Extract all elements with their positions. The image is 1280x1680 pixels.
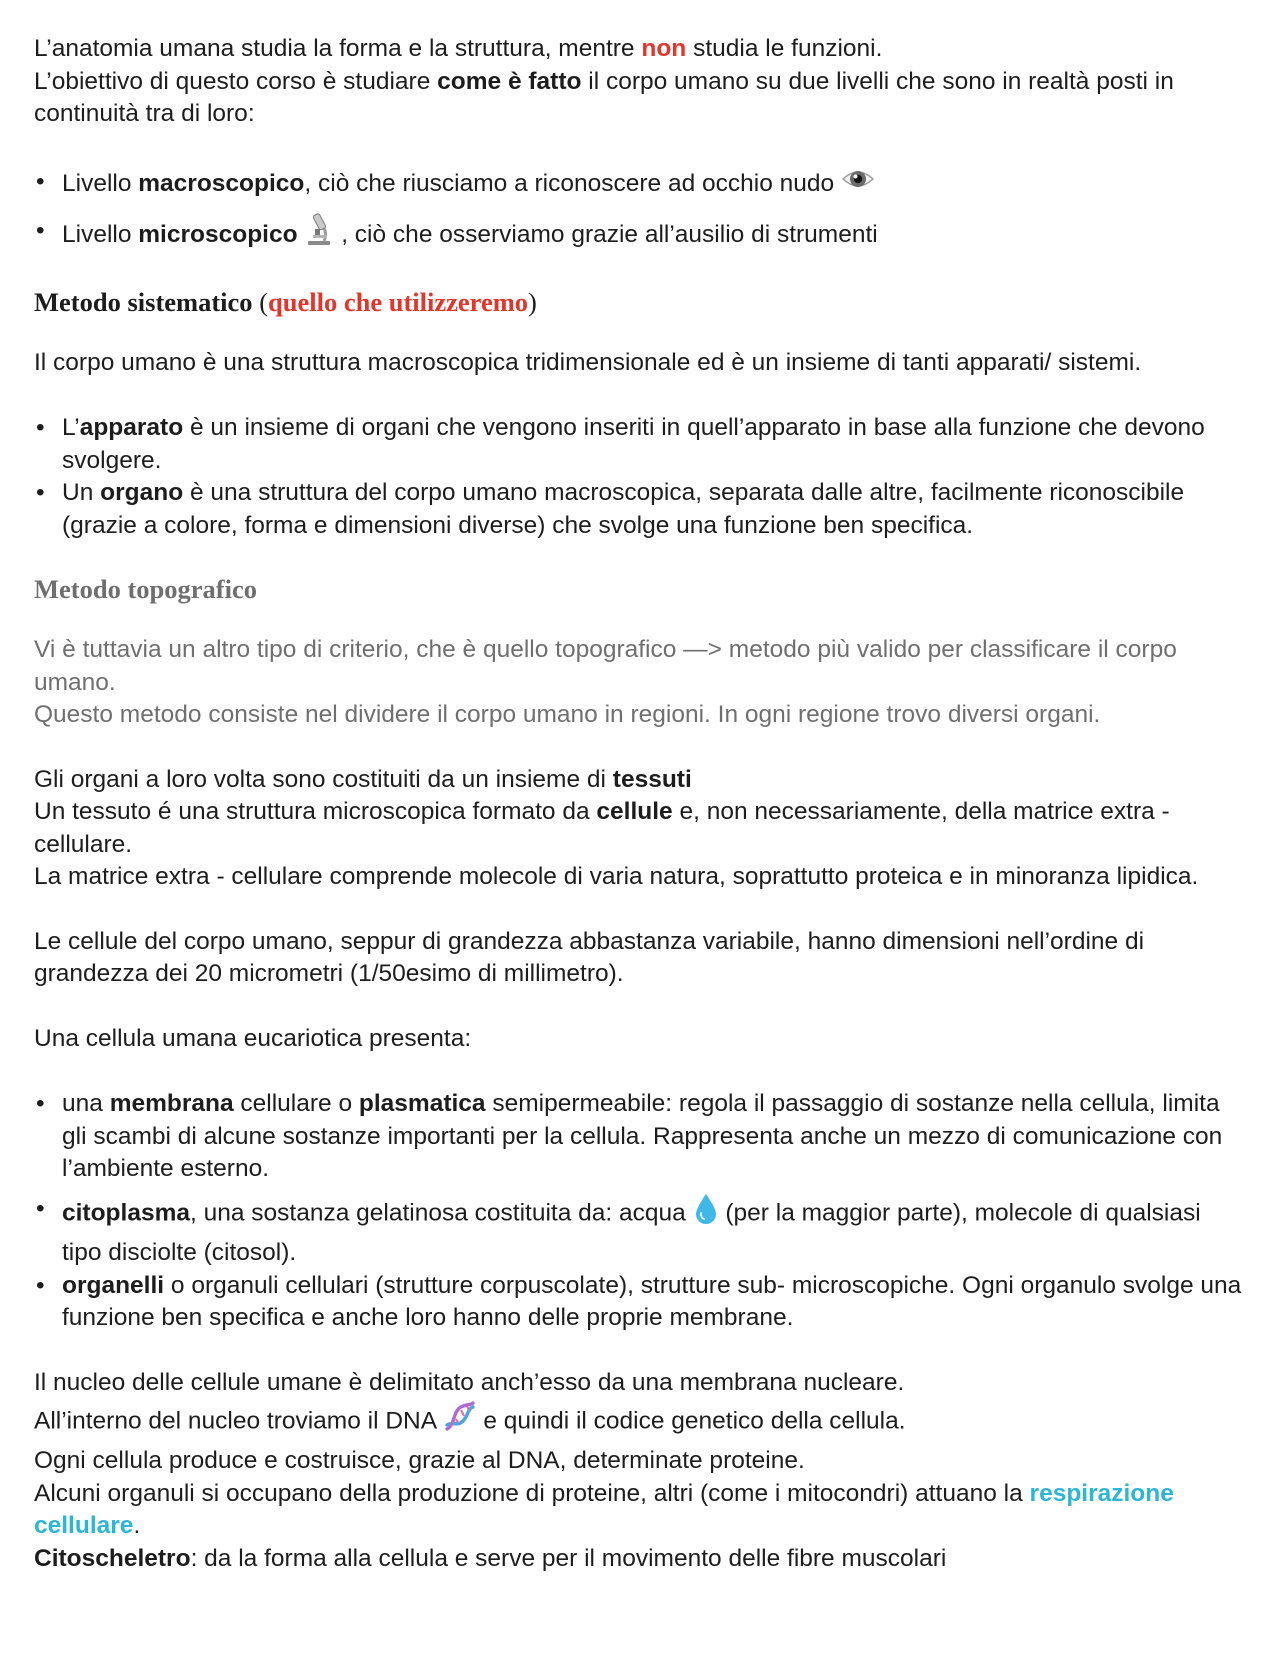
intro-line-2: L’obiettivo di questo corso è studiare come è fatto il corpo umano su due livelli che sono in realtà posti in continuità tra di loro: xyxy=(34,67,1174,127)
list-item-organelli: • organelli o organuli cellulari (strutture corpuscolate), strutture sub- microscopiche. Ogni organulo svolge una funzione ben specifica e anche loro hanno delle proprie membrane. xyxy=(34,1270,1246,1335)
list-item-microscopic: • Livello microscopico , ciò che osserviamo grazie all’ausilio di strumenti xyxy=(34,211,1246,260)
paragraph-citoscheletro: Citoscheletro: da la forma alla cellula e serve per il movimento delle fibre muscolari xyxy=(34,1544,947,1572)
microscope-icon xyxy=(304,211,334,260)
paragraph-dna: All’interno del nucleo troviamo il DNA e quindi il codice genetico della cellula. xyxy=(34,1399,1246,1445)
list-item-apparato: • L’apparato è un insieme di organi che vengono inseriti in quell’apparato in base alla funzione che devono svolgere. xyxy=(34,412,1246,477)
paragraph-tessuti: Gli organi a loro volta sono costituiti da un insieme di tessuti xyxy=(34,765,692,793)
paragraph-regioni: Questo metodo consiste nel dividere il corpo umano in regioni. In ogni regione trovo diversi organi. xyxy=(34,701,1101,728)
eye-icon xyxy=(841,164,875,205)
intro-line-1: L’anatomia umana studia la forma e la struttura, mentre non studia le funzioni. xyxy=(34,35,883,62)
dna-icon xyxy=(443,1399,477,1445)
paragraph-topografico: Vi è tuttavia un altro tipo di criterio, che è quello topografico —> metodo più valido per classificare il corpo umano. xyxy=(34,636,1177,696)
paragraph-cellula-eucariotica: Una cellula umana eucariotica presenta: xyxy=(34,1024,472,1052)
paragraph-matrice: La matrice extra - cellulare comprende molecole di varia natura, soprattutto proteica e in minoranza lipidica. xyxy=(34,863,1199,890)
heading-metodo-topografico: Metodo topografico xyxy=(34,574,257,604)
paragraph-tessuto-def: Un tessuto é una struttura microscopica formato da cellule e, non necessariamente, della matrice extra - cellulare. xyxy=(34,798,1170,858)
list-item-membrana: • una membrana cellulare o plasmatica semipermeabile: regola il passaggio di sostanze nella cellula, limita gli scambi di alcune sostanze importanti per la cellula. Rappresenta anche un mezzo di comunicazione con l’ambiente esterno. xyxy=(34,1088,1246,1192)
paragraph-nucleo: Il nucleo delle cellule umane è delimitato anch’esso da una membrana nucleare. xyxy=(34,1368,905,1396)
water-drop-icon xyxy=(693,1192,719,1236)
list-item-macroscopic: • Livello macroscopico, ciò che riusciamo a riconoscere ad occhio nudo xyxy=(34,164,1246,211)
list-item-citoplasma: • citoplasma, una sostanza gelatinosa costituita da: acqua (per la maggior parte), molecole di qualsiasi tipo disciolte (citosol). xyxy=(34,1192,1246,1270)
heading-metodo-sistematico: Metodo sistematico (quello che utilizzeremo) xyxy=(34,286,537,317)
list-item-organo: • Un organo è una struttura del corpo umano macroscopica, separata dalle altre, facilmente riconoscibile (grazie a colore, forma e dimensioni diverse) che svolge una funzione ben specifica. xyxy=(34,477,1246,542)
emphasis-respirazione-cellulare: respirazione cellulare xyxy=(34,1479,1174,1539)
cell-components-list xyxy=(34,1088,1246,1335)
emphasis-non: non xyxy=(641,35,687,62)
definitions-list xyxy=(34,412,1246,542)
paragraph-corpo-umano: Il corpo umano è una struttura macroscopica tridimensionale ed è un insieme di tanti apparati/ sistemi. xyxy=(34,348,1142,376)
levels-list xyxy=(34,164,1246,260)
paragraph-organuli: Alcuni organuli si occupano della produzione di proteine, altri (come i mitocondri) attuano la respirazione cellulare. xyxy=(34,1479,1174,1539)
paragraph-proteine: Ogni cellula produce e costruisce, grazie al DNA, determinate proteine. xyxy=(34,1447,805,1474)
paragraph-cellule-dimensioni: Le cellule del corpo umano, seppur di grandezza abbastanza variabile, hanno dimensioni nell’ordine di grandezza dei 20 micrometri (1/50esimo di millimetro). xyxy=(34,927,1145,987)
